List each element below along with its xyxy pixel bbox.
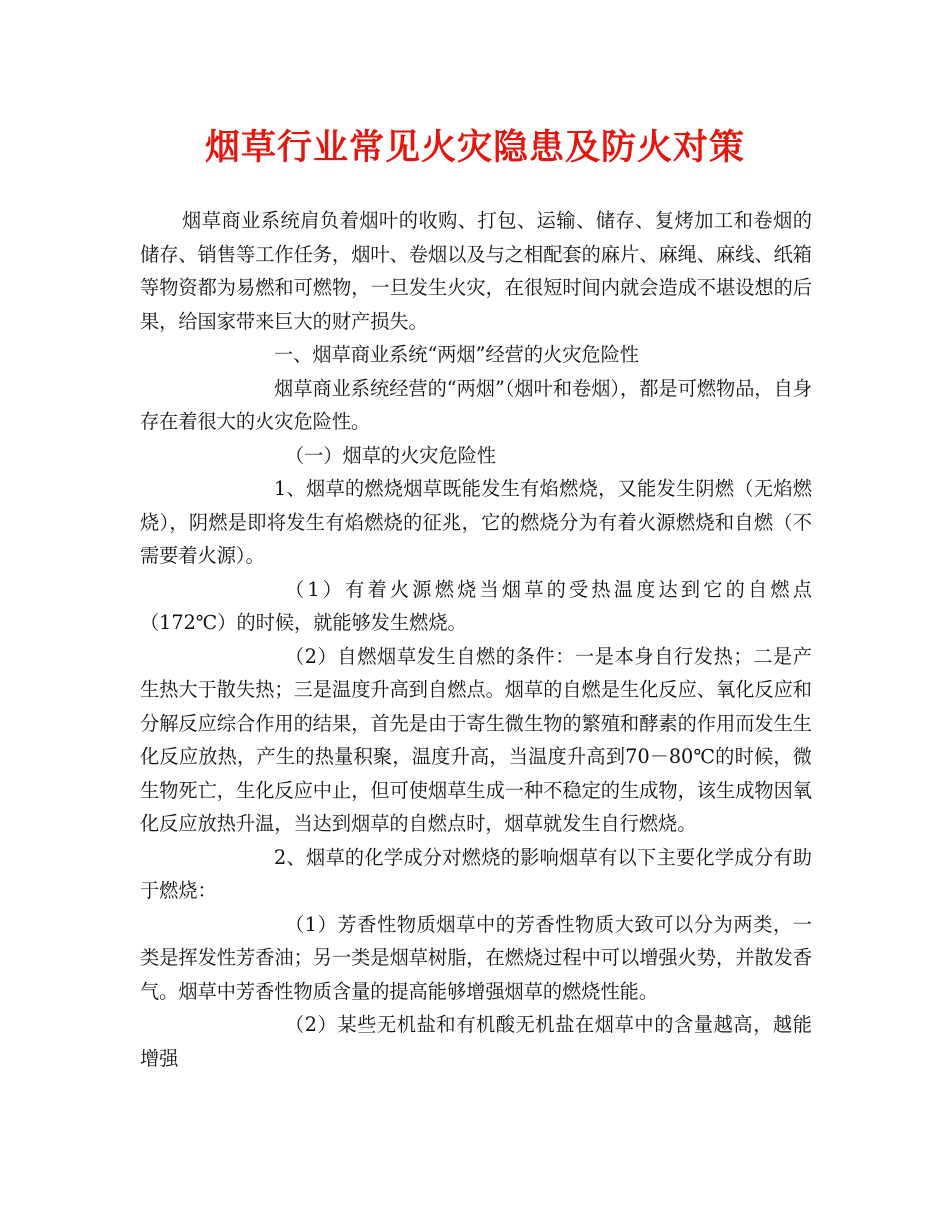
subsection-heading-1: （一）烟草的火灾危险性 — [285, 443, 497, 467]
paragraph-item-1-1: （1）有着火源燃烧当烟草的受热温度达到它的自燃点（172℃）的时候，就能够发生燃烧。 — [140, 577, 812, 634]
section-heading-1: 一、烟草商业系统“两烟”经营的火灾危险性 — [274, 343, 639, 366]
paragraph-item-1: 1、烟草的燃烧烟草既能发生有焰燃烧，又能发生阴燃（无焰燃烧），阴燃是即将发生有焰燃烧的征兆，它的燃烧分为有着火源燃烧和自燃（不需要着火源）。 — [140, 477, 812, 567]
paragraph-item-1-2: （2）自燃烟草发生自燃的条件：一是本身自行发热；二是产生热大于散失热；三是温度升高到自燃点。烟草的自燃是生化反应、氧化反应和分解反应综合作用的结果，首先是由于寄生微生物的繁殖和酵素的作用而发生生化反应放热，产生的热量积聚，温度升高，当温度升高到70－80℃的时候，微生物死亡，生化反应中止，但可使烟草生成一种不稳定的生成物，该生成物因氧化反应放热升温，当达到烟草的自燃点时，烟草就发生自行燃烧。 — [140, 644, 812, 835]
document-body — [140, 204, 812, 1075]
document-title: 烟草行业常见火灾隐患及防火对策 — [204, 127, 745, 168]
paragraph-item-2-1: （1）芳香性物质烟草中的芳香性物质大致可以分为两类，一类是挥发性芳香油；另一类是烟草树脂，在燃烧过程中可以增强火势，并散发香气。烟草中芳香性物质含量的提高能够增强烟草的燃烧性能。 — [140, 912, 812, 1003]
paragraph-intro: 烟草商业系统肩负着烟叶的收购、打包、运输、储存、复烤加工和卷烟的储存、销售等工作任务，烟叶、卷烟以及与之相配套的麻片、麻绳、麻线、纸箱等物资都为易燃和可燃物，一旦发生火灾，在很短时间内就会造成不堪设想的后果，给国家带来巨大的财产损失。 — [140, 209, 812, 333]
paragraph-item-2-2: （2）某些无机盐和有机酸无机盐在烟草中的含量越高，越能增强 — [140, 1013, 812, 1070]
paragraph-item-2: 2、烟草的化学成分对燃烧的影响烟草有以下主要化学成分有助于燃烧： — [140, 845, 812, 902]
paragraph-section-1-intro: 烟草商业系统经营的“两烟”（烟叶和卷烟），都是可燃物品，自身存在着很大的火灾危险性。 — [140, 376, 812, 433]
